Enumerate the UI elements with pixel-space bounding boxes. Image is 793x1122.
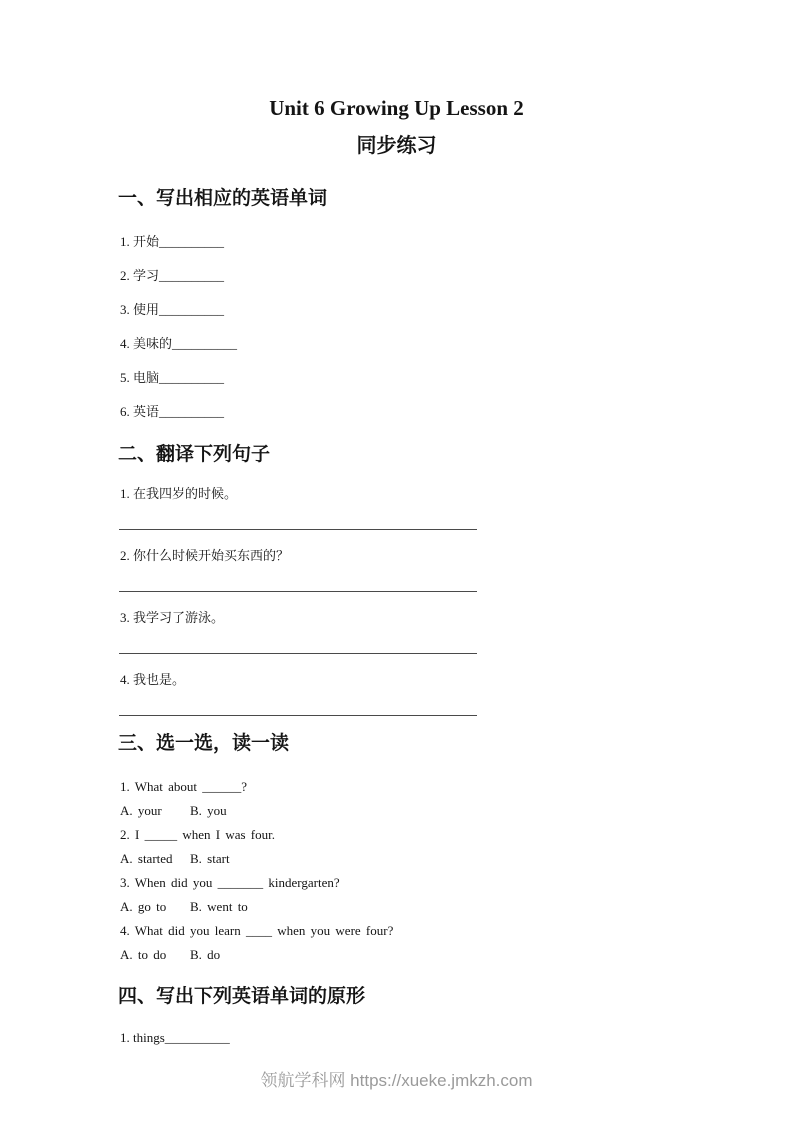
option-b: B. do (190, 947, 221, 962)
option-a: A. to do (120, 947, 167, 962)
answer-line (119, 715, 477, 716)
section-3-heading: 三、选一选，读一读 (118, 733, 290, 754)
option-b: B. you (190, 803, 227, 818)
choice-question-text: 4. What did you learn ____ when you were four? (120, 923, 394, 938)
page-subtitle: 同步练习 (356, 135, 437, 157)
fill-blank-item: 3. 使用__________ (120, 302, 225, 317)
option-a: A. go to (120, 899, 167, 914)
section-1-heading: 一、写出相应的英语单词 (118, 188, 328, 209)
section-multiple-choice (0, 733, 793, 967)
footer-watermark-text: 领航学科网 https://xueke.jmkzh.com (260, 1071, 533, 1090)
section-base-form (0, 986, 793, 1044)
fill-blank-item: 1. things__________ (120, 1030, 230, 1045)
option-b: B. went to (190, 899, 248, 914)
choice-options (120, 847, 793, 871)
answer-line (119, 529, 477, 530)
fill-blank-item: 5. 电脑__________ (120, 370, 225, 385)
fill-blank-item: 4. 美味的__________ (120, 336, 238, 351)
fill-blank-item: 1. 开始__________ (120, 234, 225, 249)
translation-question: 2. 你什么时候开始买东西的？ (120, 548, 290, 563)
answer-line (119, 591, 477, 592)
choice-question-text: 3. When did you _______ kindergarten? (120, 875, 340, 890)
section-4-heading: 四、写出下列英语单词的原形 (118, 986, 366, 1007)
answer-line (119, 653, 477, 654)
option-a: A. your (120, 803, 162, 818)
page-title: Unit 6 Growing Up Lesson 2 (269, 96, 524, 120)
choice-options (120, 943, 793, 967)
fill-blank-item: 2. 学习__________ (120, 268, 225, 283)
fill-blank-item: 6. 英语__________ (120, 404, 225, 419)
section-sentence-translation (0, 444, 793, 716)
choice-question-text: 1. What about ______? (120, 779, 248, 794)
section-2-heading: 二、翻译下列句子 (118, 444, 271, 465)
choice-options (120, 799, 793, 823)
section-word-translation (0, 188, 793, 418)
option-b: B. start (190, 851, 230, 866)
choice-question-text: 2. I _____ when I was four. (120, 827, 275, 842)
section-4-items (0, 1031, 793, 1044)
section-3-questions (0, 775, 793, 967)
translation-question: 4. 我也是。 (120, 672, 186, 687)
section-1-items (0, 235, 793, 418)
footer-watermark (0, 1066, 793, 1091)
translation-question: 3. 我学习了游泳。 (120, 610, 225, 625)
choice-options (120, 895, 793, 919)
translation-question: 1. 在我四岁的时候。 (120, 486, 238, 501)
option-a: A. started (120, 851, 173, 866)
